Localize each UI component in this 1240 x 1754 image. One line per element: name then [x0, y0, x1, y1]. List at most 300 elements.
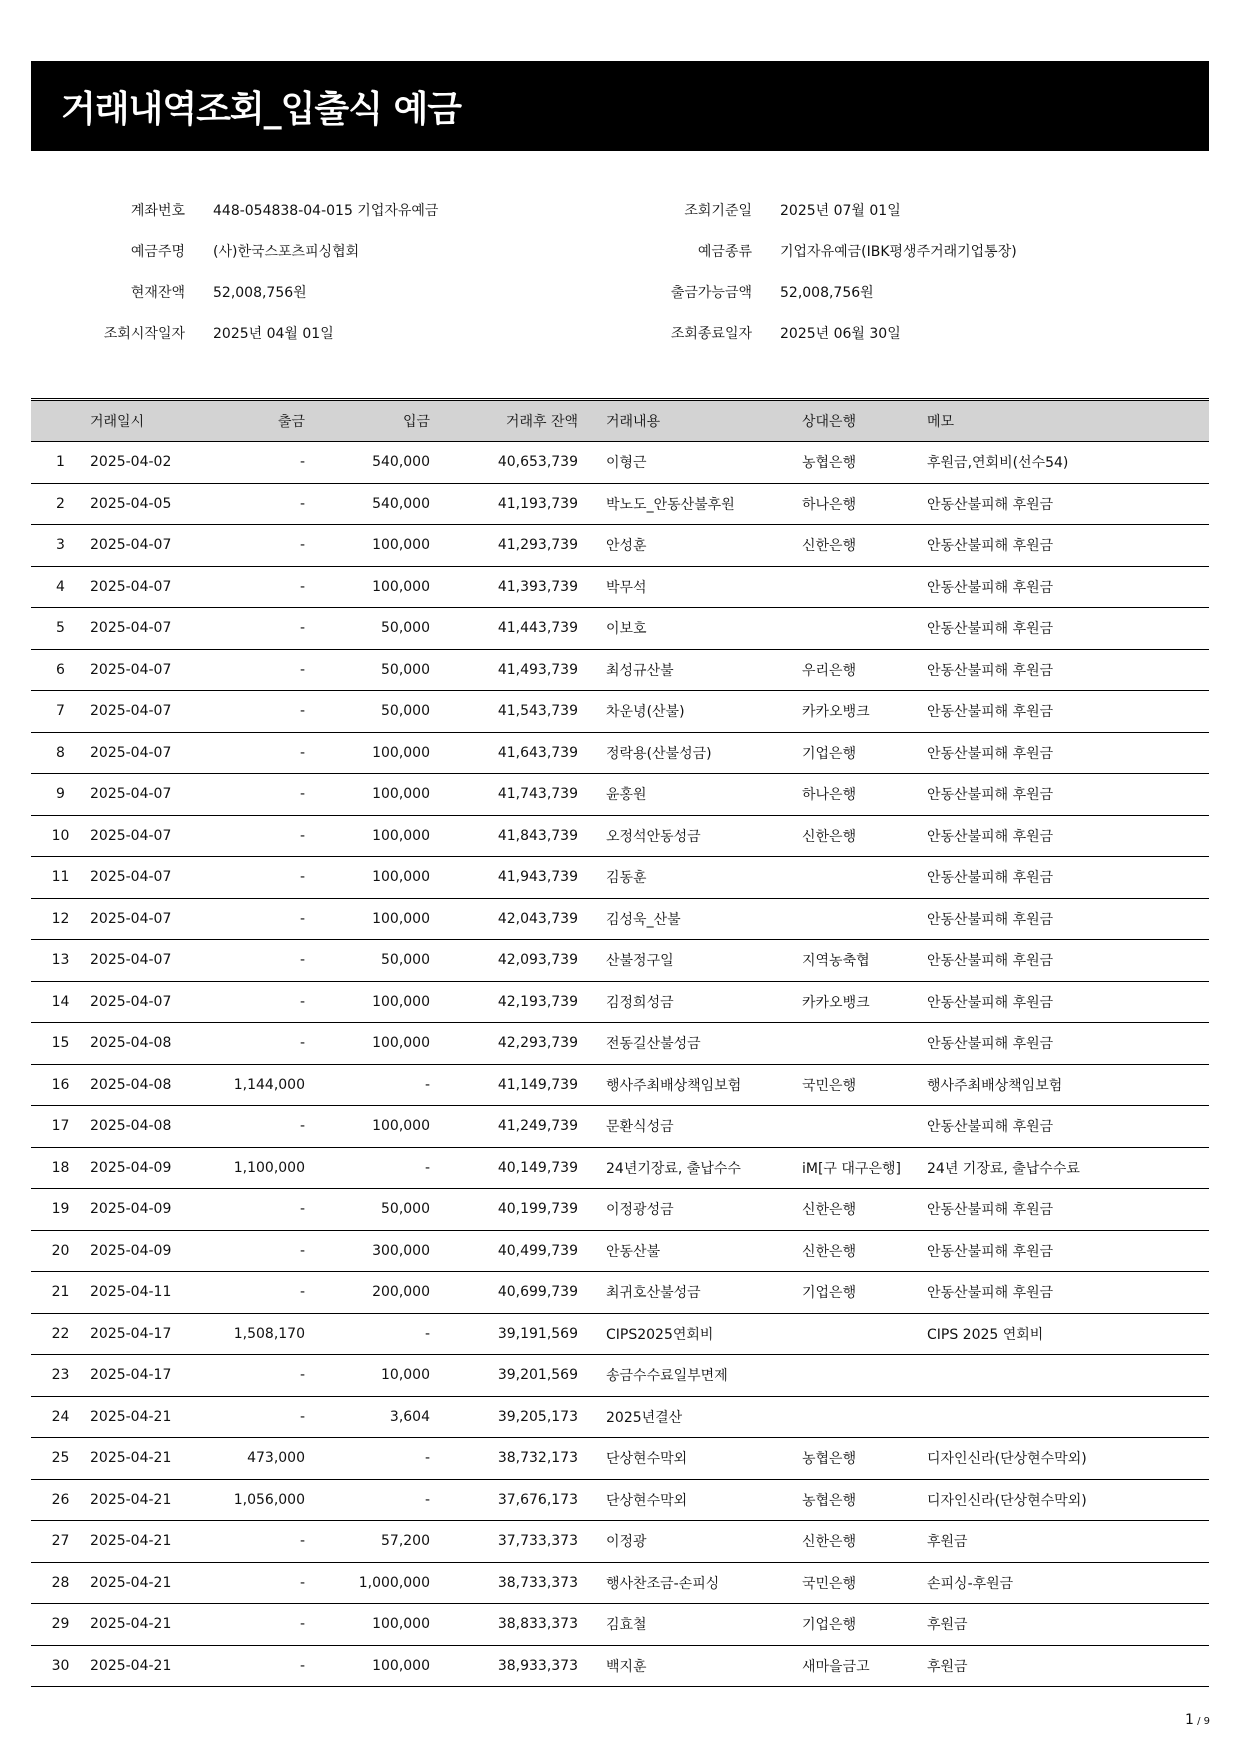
cell-memo: 안동산불피해 후원금 [915, 774, 1209, 816]
cell-balance: 40,199,739 [430, 1189, 578, 1231]
account-number-value: 448-054838-04-015 기업자유예금 [213, 203, 439, 219]
cell-date: 2025-04-21 [90, 1645, 209, 1687]
cell-balance: 42,093,739 [430, 940, 578, 982]
cell-no: 9 [31, 774, 90, 816]
cell-balance: 41,149,739 [430, 1064, 578, 1106]
cell-memo: 안동산불피해 후원금 [915, 1272, 1209, 1314]
cell-memo: 안동산불피해 후원금 [915, 1230, 1209, 1272]
cell-balance: 40,653,739 [430, 442, 578, 484]
cell-description: 윤홍원 [578, 774, 802, 816]
cell-bank [802, 1023, 915, 1065]
table-row [31, 1479, 1209, 1521]
cell-no: 6 [31, 649, 90, 691]
cell-balance: 38,732,173 [430, 1438, 578, 1480]
cell-description: 산불정구일 [578, 940, 802, 982]
page-current: 1 [1184, 1712, 1194, 1728]
cell-memo: 안동산불피해 후원금 [915, 566, 1209, 608]
cell-balance: 42,193,739 [430, 981, 578, 1023]
cell-description: 오정석안동성금 [578, 815, 802, 857]
cell-description: 백지훈 [578, 1645, 802, 1687]
cell-description: 문환식성금 [578, 1106, 802, 1148]
cell-memo: 안동산불피해 후원금 [915, 898, 1209, 940]
cell-no: 22 [31, 1313, 90, 1355]
cell-withdrawal: - [209, 1562, 305, 1604]
cell-description: 김정희성금 [578, 981, 802, 1023]
cell-withdrawal: - [209, 981, 305, 1023]
cell-no: 7 [31, 691, 90, 733]
cell-bank: 새마을금고 [802, 1645, 915, 1687]
col-header-description: 거래내용 [578, 400, 802, 442]
cell-deposit: 50,000 [305, 649, 430, 691]
cell-memo: 디자인신라(단상현수막외) [915, 1479, 1209, 1521]
table-row [31, 1147, 1209, 1189]
cell-memo: 손피싱-후원금 [915, 1562, 1209, 1604]
table-row [31, 1355, 1209, 1397]
cell-balance: 38,733,373 [430, 1562, 578, 1604]
cell-date: 2025-04-21 [90, 1438, 209, 1480]
end-date-value: 2025년 06월 30일 [780, 326, 901, 342]
cell-date: 2025-04-09 [90, 1147, 209, 1189]
cell-withdrawal: - [209, 1645, 305, 1687]
cell-description: 이보호 [578, 608, 802, 650]
cell-deposit: 540,000 [305, 442, 430, 484]
cell-deposit: 100,000 [305, 857, 430, 899]
account-holder-label: 예금주명 [130, 244, 185, 260]
cell-withdrawal: - [209, 774, 305, 816]
cell-no: 25 [31, 1438, 90, 1480]
table-row [31, 566, 1209, 608]
cell-balance: 39,201,569 [430, 1355, 578, 1397]
table-row [31, 732, 1209, 774]
cell-bank [802, 608, 915, 650]
cell-no: 29 [31, 1604, 90, 1646]
cell-deposit: 100,000 [305, 1106, 430, 1148]
table-row [31, 483, 1209, 525]
cell-deposit: - [305, 1438, 430, 1480]
cell-memo: 안동산불피해 후원금 [915, 525, 1209, 567]
deposit-type-label: 예금종류 [697, 244, 752, 260]
cell-no: 16 [31, 1064, 90, 1106]
cell-bank: 농협은행 [802, 1479, 915, 1521]
cell-bank: 신한은행 [802, 1521, 915, 1563]
col-header-deposit: 입금 [305, 400, 430, 442]
table-row [31, 1106, 1209, 1148]
start-date-label: 조회시작일자 [103, 326, 185, 342]
reference-date-label: 조회기준일 [684, 203, 752, 219]
cell-balance: 41,493,739 [430, 649, 578, 691]
cell-description: 김동훈 [578, 857, 802, 899]
cell-balance: 41,393,739 [430, 566, 578, 608]
cell-memo: 안동산불피해 후원금 [915, 483, 1209, 525]
cell-description: 행사찬조금-손피싱 [578, 1562, 802, 1604]
cell-balance: 37,676,173 [430, 1479, 578, 1521]
cell-date: 2025-04-09 [90, 1230, 209, 1272]
start-date-value: 2025년 04월 01일 [213, 326, 334, 342]
cell-date: 2025-04-21 [90, 1396, 209, 1438]
cell-bank: 카카오뱅크 [802, 981, 915, 1023]
transactions-table [31, 398, 1209, 1687]
cell-no: 5 [31, 608, 90, 650]
cell-memo: 디자인신라(단상현수막외) [915, 1438, 1209, 1480]
info-row [0, 282, 1240, 306]
cell-withdrawal: - [209, 815, 305, 857]
info-row [0, 241, 1240, 265]
cell-balance: 41,293,739 [430, 525, 578, 567]
cell-no: 28 [31, 1562, 90, 1604]
cell-no: 21 [31, 1272, 90, 1314]
cell-date: 2025-04-07 [90, 732, 209, 774]
table-row [31, 1230, 1209, 1272]
cell-withdrawal: - [209, 1106, 305, 1148]
cell-balance: 38,833,373 [430, 1604, 578, 1646]
cell-balance: 41,543,739 [430, 691, 578, 733]
cell-memo: 안동산불피해 후원금 [915, 981, 1209, 1023]
cell-memo: 후원금 [915, 1604, 1209, 1646]
cell-date: 2025-04-09 [90, 1189, 209, 1231]
cell-date: 2025-04-07 [90, 940, 209, 982]
cell-bank [802, 1396, 915, 1438]
cell-date: 2025-04-02 [90, 442, 209, 484]
cell-withdrawal: - [209, 940, 305, 982]
cell-deposit: - [305, 1064, 430, 1106]
col-header-memo: 메모 [915, 400, 1209, 442]
cell-bank: 하나은행 [802, 774, 915, 816]
cell-bank: 국민은행 [802, 1064, 915, 1106]
cell-no: 14 [31, 981, 90, 1023]
cell-bank [802, 857, 915, 899]
cell-deposit: 100,000 [305, 774, 430, 816]
current-balance-label: 현재잔액 [130, 285, 185, 301]
cell-balance: 39,191,569 [430, 1313, 578, 1355]
account-number-label: 계좌번호 [130, 203, 185, 219]
cell-balance: 41,643,739 [430, 732, 578, 774]
table-row [31, 649, 1209, 691]
cell-withdrawal: - [209, 1521, 305, 1563]
cell-withdrawal: - [209, 691, 305, 733]
cell-date: 2025-04-08 [90, 1023, 209, 1065]
cell-balance: 41,743,739 [430, 774, 578, 816]
cell-description: 단상현수막외 [578, 1479, 802, 1521]
cell-description: CIPS2025연회비 [578, 1313, 802, 1355]
cell-memo: 행사주최배상책임보험 [915, 1064, 1209, 1106]
cell-deposit: 100,000 [305, 525, 430, 567]
cell-deposit: 200,000 [305, 1272, 430, 1314]
cell-bank: iM[구 대구은행] [802, 1147, 915, 1189]
table-row [31, 1645, 1209, 1687]
info-row [0, 200, 1240, 224]
cell-balance: 39,205,173 [430, 1396, 578, 1438]
end-date-label: 조회종료일자 [670, 326, 752, 342]
cell-date: 2025-04-07 [90, 691, 209, 733]
cell-no: 2 [31, 483, 90, 525]
cell-withdrawal: - [209, 525, 305, 567]
cell-no: 11 [31, 857, 90, 899]
cell-withdrawal: - [209, 566, 305, 608]
cell-withdrawal: - [209, 1230, 305, 1272]
cell-balance: 38,933,373 [430, 1645, 578, 1687]
cell-withdrawal: - [209, 1604, 305, 1646]
cell-no: 15 [31, 1023, 90, 1065]
cell-memo: 안동산불피해 후원금 [915, 691, 1209, 733]
page-number [1185, 1712, 1210, 1728]
current-balance-value: 52,008,756원 [213, 285, 307, 301]
col-header-balance: 거래후 잔액 [430, 400, 578, 442]
table-row [31, 1189, 1209, 1231]
cell-deposit: 100,000 [305, 732, 430, 774]
cell-description: 전동길산불성금 [578, 1023, 802, 1065]
cell-date: 2025-04-08 [90, 1064, 209, 1106]
cell-memo: 24년 기장료, 출납수수료 [915, 1147, 1209, 1189]
page-separator: / [1193, 1716, 1204, 1727]
cell-date: 2025-04-07 [90, 774, 209, 816]
table-row [31, 815, 1209, 857]
cell-no: 12 [31, 898, 90, 940]
col-header-withdrawal: 출금 [209, 400, 305, 442]
cell-balance: 41,843,739 [430, 815, 578, 857]
cell-withdrawal: - [209, 442, 305, 484]
table-row [31, 1313, 1209, 1355]
cell-no: 20 [31, 1230, 90, 1272]
cell-deposit: 100,000 [305, 815, 430, 857]
cell-bank: 지역농축협 [802, 940, 915, 982]
table-header-row [31, 400, 1209, 442]
cell-description: 안동산불 [578, 1230, 802, 1272]
cell-deposit: 1,000,000 [305, 1562, 430, 1604]
cell-memo: 안동산불피해 후원금 [915, 1189, 1209, 1231]
cell-bank [802, 1313, 915, 1355]
cell-balance: 41,943,739 [430, 857, 578, 899]
cell-date: 2025-04-11 [90, 1272, 209, 1314]
cell-withdrawal: 1,144,000 [209, 1064, 305, 1106]
cell-balance: 42,293,739 [430, 1023, 578, 1065]
cell-date: 2025-04-17 [90, 1355, 209, 1397]
available-amount-value: 52,008,756원 [780, 285, 874, 301]
table-row [31, 981, 1209, 1023]
cell-deposit: 50,000 [305, 1189, 430, 1231]
cell-balance: 40,499,739 [430, 1230, 578, 1272]
cell-bank: 국민은행 [802, 1562, 915, 1604]
cell-bank: 카카오뱅크 [802, 691, 915, 733]
cell-description: 박무석 [578, 566, 802, 608]
cell-withdrawal: - [209, 1355, 305, 1397]
cell-balance: 41,249,739 [430, 1106, 578, 1148]
cell-bank: 기업은행 [802, 1604, 915, 1646]
cell-deposit: 540,000 [305, 483, 430, 525]
info-row [0, 323, 1240, 347]
cell-withdrawal: - [209, 649, 305, 691]
cell-memo [915, 1355, 1209, 1397]
cell-memo: 후원금 [915, 1521, 1209, 1563]
cell-withdrawal: - [209, 483, 305, 525]
cell-no: 13 [31, 940, 90, 982]
cell-bank: 농협은행 [802, 1438, 915, 1480]
page-total: 9 [1203, 1716, 1210, 1727]
cell-description: 최성규산불 [578, 649, 802, 691]
table-row [31, 1272, 1209, 1314]
cell-description: 정락용(산불성금) [578, 732, 802, 774]
cell-date: 2025-04-07 [90, 649, 209, 691]
cell-description: 이형근 [578, 442, 802, 484]
cell-withdrawal: 1,056,000 [209, 1479, 305, 1521]
cell-date: 2025-04-07 [90, 566, 209, 608]
cell-description: 차운녕(산불) [578, 691, 802, 733]
deposit-type-value: 기업자유예금(IBK평생주거래기업통장) [780, 244, 1017, 260]
cell-bank: 우리은행 [802, 649, 915, 691]
cell-description: 최귀호산불성금 [578, 1272, 802, 1314]
cell-description: 안성훈 [578, 525, 802, 567]
cell-description: 24년기장료, 출납수수 [578, 1147, 802, 1189]
cell-withdrawal: 1,508,170 [209, 1313, 305, 1355]
cell-memo: CIPS 2025 연회비 [915, 1313, 1209, 1355]
cell-deposit: 100,000 [305, 981, 430, 1023]
cell-description: 이정광성금 [578, 1189, 802, 1231]
table-row [31, 1562, 1209, 1604]
cell-date: 2025-04-07 [90, 525, 209, 567]
cell-withdrawal: - [209, 1023, 305, 1065]
cell-date: 2025-04-07 [90, 981, 209, 1023]
table-row [31, 940, 1209, 982]
cell-deposit: - [305, 1479, 430, 1521]
cell-no: 8 [31, 732, 90, 774]
table-row [31, 608, 1209, 650]
cell-deposit: 300,000 [305, 1230, 430, 1272]
cell-date: 2025-04-21 [90, 1521, 209, 1563]
cell-deposit: 50,000 [305, 608, 430, 650]
cell-balance: 40,149,739 [430, 1147, 578, 1189]
cell-memo: 안동산불피해 후원금 [915, 608, 1209, 650]
cell-balance: 37,733,373 [430, 1521, 578, 1563]
cell-memo: 안동산불피해 후원금 [915, 1106, 1209, 1148]
cell-description: 김효철 [578, 1604, 802, 1646]
table-row [31, 1396, 1209, 1438]
cell-bank: 기업은행 [802, 732, 915, 774]
cell-description: 단상현수막외 [578, 1438, 802, 1480]
cell-description: 2025년결산 [578, 1396, 802, 1438]
cell-date: 2025-04-07 [90, 857, 209, 899]
cell-date: 2025-04-21 [90, 1479, 209, 1521]
cell-deposit: 100,000 [305, 1023, 430, 1065]
cell-withdrawal: - [209, 857, 305, 899]
cell-no: 1 [31, 442, 90, 484]
cell-no: 27 [31, 1521, 90, 1563]
cell-date: 2025-04-21 [90, 1604, 209, 1646]
table-row [31, 442, 1209, 484]
cell-withdrawal: - [209, 1396, 305, 1438]
cell-memo: 안동산불피해 후원금 [915, 940, 1209, 982]
cell-balance: 42,043,739 [430, 898, 578, 940]
cell-date: 2025-04-07 [90, 898, 209, 940]
transactions-body [31, 442, 1209, 1687]
table-row [31, 898, 1209, 940]
table-row [31, 1064, 1209, 1106]
transactions-table-wrapper [31, 398, 1209, 1687]
col-header-no [31, 400, 90, 442]
table-row [31, 1438, 1209, 1480]
cell-deposit: 100,000 [305, 898, 430, 940]
cell-withdrawal: - [209, 1272, 305, 1314]
table-row [31, 1604, 1209, 1646]
cell-description: 이정광 [578, 1521, 802, 1563]
col-header-bank: 상대은행 [802, 400, 915, 442]
cell-date: 2025-04-17 [90, 1313, 209, 1355]
cell-withdrawal: - [209, 732, 305, 774]
cell-bank: 신한은행 [802, 815, 915, 857]
cell-memo: 후원금,연회비(선수54) [915, 442, 1209, 484]
cell-bank: 신한은행 [802, 1189, 915, 1231]
cell-withdrawal: 473,000 [209, 1438, 305, 1480]
col-header-date: 거래일시 [90, 400, 209, 442]
cell-bank [802, 1355, 915, 1397]
cell-bank: 농협은행 [802, 442, 915, 484]
table-row [31, 1023, 1209, 1065]
cell-description: 김성욱_산불 [578, 898, 802, 940]
cell-memo: 안동산불피해 후원금 [915, 815, 1209, 857]
cell-memo: 안동산불피해 후원금 [915, 732, 1209, 774]
account-holder-value: (사)한국스포츠피싱협회 [213, 244, 360, 260]
cell-no: 4 [31, 566, 90, 608]
cell-no: 18 [31, 1147, 90, 1189]
cell-no: 17 [31, 1106, 90, 1148]
cell-deposit: 100,000 [305, 566, 430, 608]
cell-memo: 후원금 [915, 1645, 1209, 1687]
cell-date: 2025-04-07 [90, 815, 209, 857]
cell-no: 26 [31, 1479, 90, 1521]
cell-no: 24 [31, 1396, 90, 1438]
cell-withdrawal: - [209, 898, 305, 940]
table-row [31, 691, 1209, 733]
cell-balance: 41,193,739 [430, 483, 578, 525]
cell-deposit: 3,604 [305, 1396, 430, 1438]
cell-description: 박노도_안동산불후원 [578, 483, 802, 525]
cell-no: 3 [31, 525, 90, 567]
available-amount-label: 출금가능금액 [670, 285, 752, 301]
cell-bank: 신한은행 [802, 525, 915, 567]
cell-memo: 안동산불피해 후원금 [915, 1023, 1209, 1065]
cell-memo: 안동산불피해 후원금 [915, 857, 1209, 899]
cell-bank: 기업은행 [802, 1272, 915, 1314]
cell-withdrawal: - [209, 1189, 305, 1231]
table-row [31, 1521, 1209, 1563]
cell-bank [802, 898, 915, 940]
cell-no: 19 [31, 1189, 90, 1231]
cell-memo: 안동산불피해 후원금 [915, 649, 1209, 691]
table-row [31, 525, 1209, 567]
page-title: 거래내역조회_입출식 예금 [31, 61, 1209, 151]
cell-withdrawal: - [209, 608, 305, 650]
cell-deposit: - [305, 1147, 430, 1189]
cell-bank: 하나은행 [802, 483, 915, 525]
cell-bank: 신한은행 [802, 1230, 915, 1272]
table-row [31, 774, 1209, 816]
cell-balance: 40,699,739 [430, 1272, 578, 1314]
cell-date: 2025-04-07 [90, 608, 209, 650]
cell-description: 행사주최배상책임보험 [578, 1064, 802, 1106]
cell-deposit: 50,000 [305, 691, 430, 733]
cell-balance: 41,443,739 [430, 608, 578, 650]
cell-deposit: 100,000 [305, 1645, 430, 1687]
cell-description: 송금수수료일부면제 [578, 1355, 802, 1397]
cell-date: 2025-04-08 [90, 1106, 209, 1148]
cell-no: 23 [31, 1355, 90, 1397]
cell-deposit: - [305, 1313, 430, 1355]
cell-bank [802, 566, 915, 608]
table-row [31, 857, 1209, 899]
cell-date: 2025-04-05 [90, 483, 209, 525]
cell-deposit: 57,200 [305, 1521, 430, 1563]
cell-no: 30 [31, 1645, 90, 1687]
cell-withdrawal: 1,100,000 [209, 1147, 305, 1189]
cell-date: 2025-04-21 [90, 1562, 209, 1604]
